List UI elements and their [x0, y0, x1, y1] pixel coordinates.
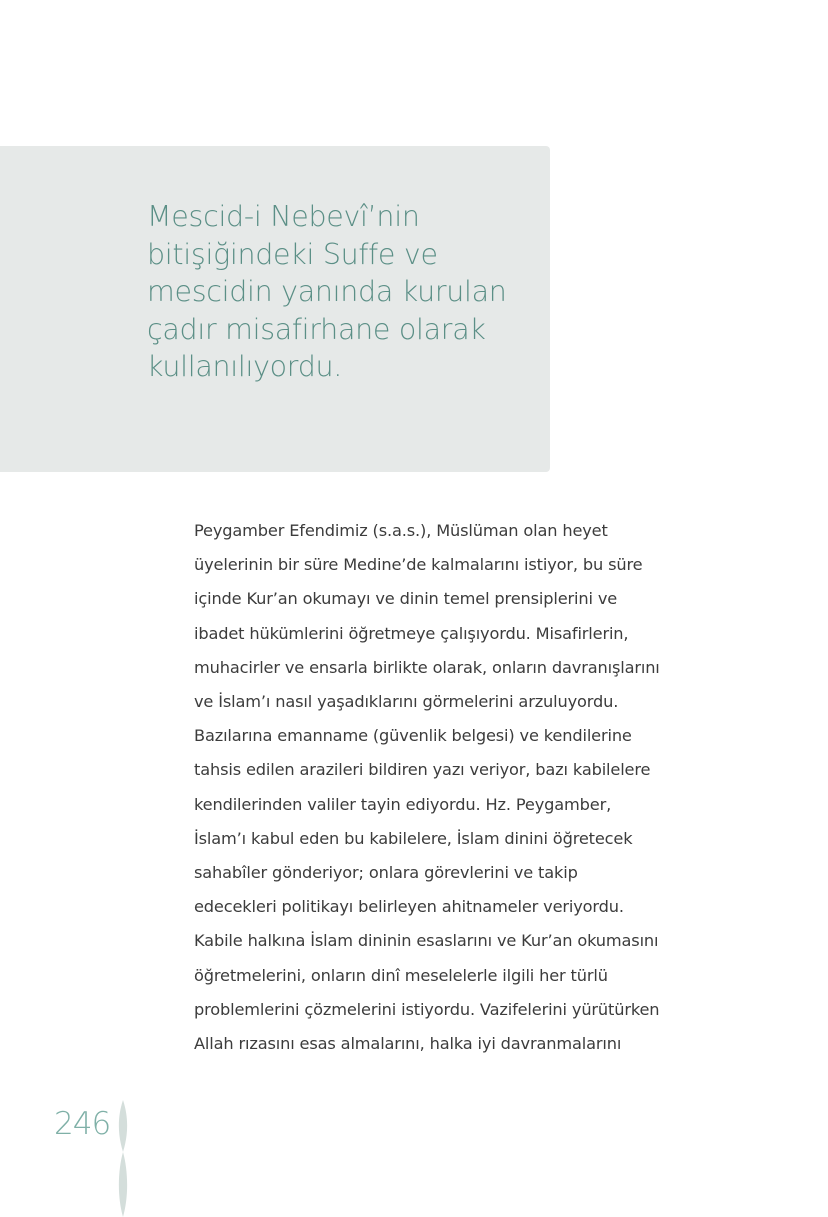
pull-quote: [147, 198, 527, 386]
page-ornament: [113, 1100, 133, 1217]
body-line: öğretmelerini, onların dinî meselelerle ilgili her türlü: [194, 965, 608, 985]
body-paragraph: [194, 514, 694, 1061]
body-line: tahsis edilen arazileri bildiren yazı veriyor, bazı kabilelere: [194, 760, 651, 780]
body-line: İslam’ı kabul eden bu kabilelere, İslam dinini öğretecek: [194, 828, 633, 848]
body-line: Peygamber Efendimiz (s.a.s.), Müslüman olan heyet: [194, 521, 608, 540]
page-number: 246: [54, 1106, 111, 1142]
ornament-shape: [119, 1100, 127, 1217]
body-line: üyelerinin bir süre Medine’de kalmalarını istiyor, bu süre: [194, 555, 643, 575]
pull-quote-line: mescidin yanında kurulan: [147, 275, 507, 308]
body-line: içinde Kur’an okumayı ve dinin temel prensiplerini ve: [194, 589, 618, 609]
body-line: ibadet hükümlerini öğretmeye çalışıyordu. Misafirlerin,: [194, 623, 629, 643]
body-line: edecekleri politikayı belirleyen ahitnameler veriyordu.: [194, 897, 624, 917]
body-line: problemlerini çözmelerini istiyordu. Vazifelerini yürütürken: [194, 999, 660, 1019]
body-line: Kabile halkına İslam dininin esaslarını ve Kur’an okumasını: [194, 931, 659, 951]
body-line: Allah rızasını esas almalarını, halka iyi davranmalarını: [194, 1034, 622, 1054]
pull-quote-line: kullanılıyordu.: [147, 350, 343, 383]
pull-quote-line: Mescid-i Nebevî’nin: [147, 200, 420, 233]
body-line: kendilerinden valiler tayin ediyordu. Hz. Peygamber,: [194, 794, 612, 814]
pull-quote-line: bitişiğindeki Suffe ve: [147, 237, 438, 271]
pull-quote-line: çadır misafirhane olarak: [147, 312, 486, 346]
body-line: ve İslam’ı nasıl yaşadıklarını görmelerini arzuluyordu.: [194, 692, 619, 712]
body-line: sahabîler gönderiyor; onlara görevlerini ve takip: [194, 863, 578, 883]
body-line: Bazılarına emanname (güvenlik belgesi) ve kendilerine: [194, 726, 632, 746]
body-line: muhacirler ve ensarla birlikte olarak, onların davranışlarını: [194, 657, 660, 677]
